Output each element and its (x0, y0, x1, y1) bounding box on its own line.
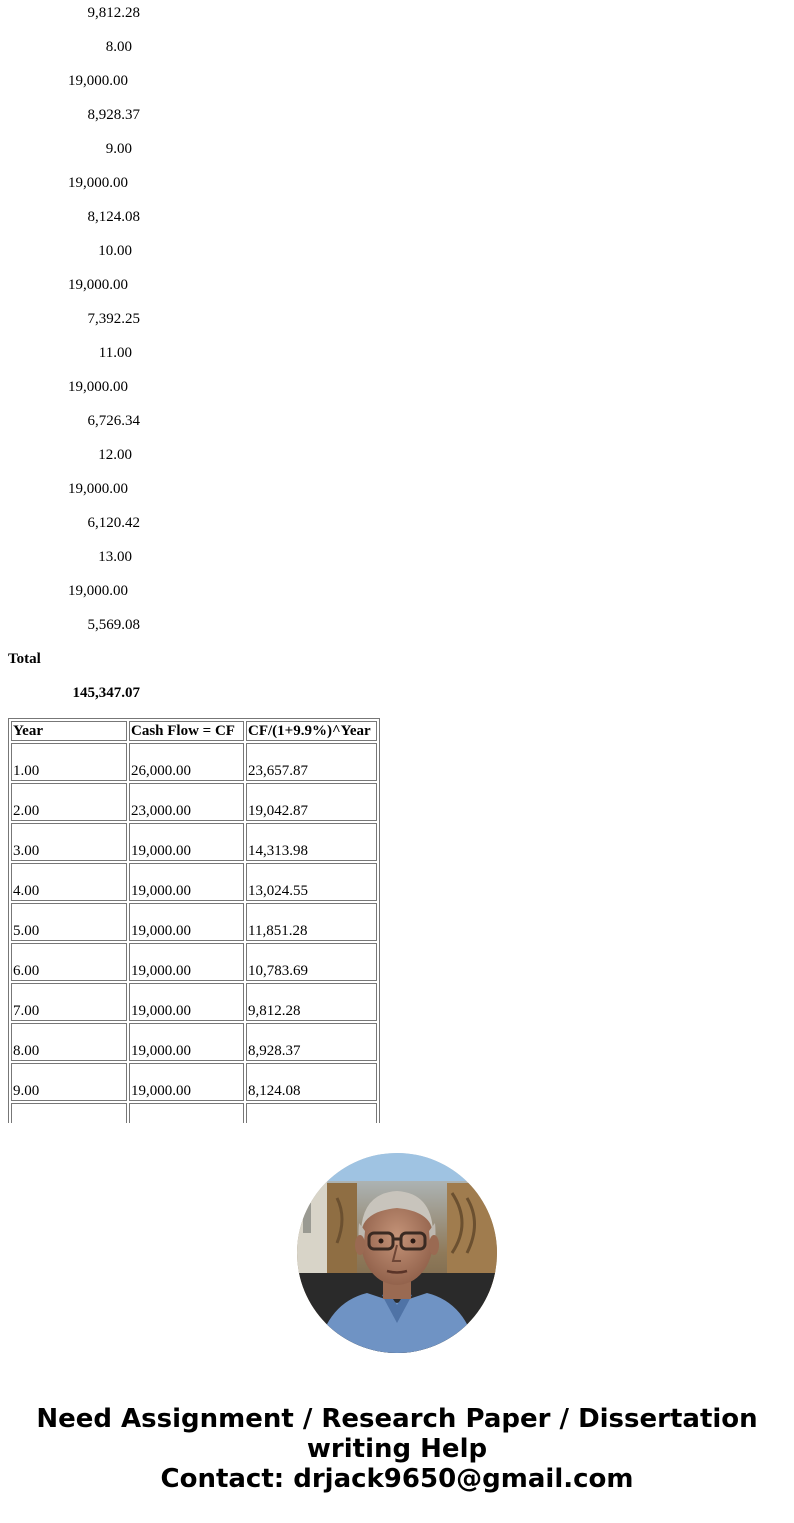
cash-flow-value: 19,000.00 (68, 73, 128, 89)
cell-discounted: 8,124.08 (246, 1063, 377, 1101)
year-value: 8.00 (105, 39, 132, 55)
discounted-value: 9,812.28 (87, 5, 140, 21)
cash-flow-value: 19,000.00 (68, 175, 128, 191)
table-row (11, 943, 377, 981)
table-row (11, 823, 377, 861)
table-row (11, 983, 377, 1021)
header-cash-flow: Cash Flow = CF (129, 721, 244, 741)
discounted-value: 7,392.25 (87, 311, 140, 327)
cell-cash-flow: 19,000.00 (129, 863, 244, 901)
cash-flow-value: 19,000.00 (68, 583, 128, 599)
cell-year: 2.00 (11, 783, 127, 821)
table-row (11, 1063, 377, 1101)
cell-cash-flow (129, 1103, 244, 1123)
cell-year: 5.00 (11, 903, 127, 941)
table-row (11, 1023, 377, 1061)
cash-flow-value: 19,000.00 (68, 277, 128, 293)
table-row (11, 783, 377, 821)
cell-discounted: 8,928.37 (246, 1023, 377, 1061)
discounted-value: 6,120.42 (87, 515, 140, 531)
cell-discounted: 23,657.87 (246, 743, 377, 781)
table-header-row (11, 721, 377, 741)
cell-year: 9.00 (11, 1063, 127, 1101)
discounted-value: 6,726.34 (87, 413, 140, 429)
table-row (11, 743, 377, 781)
discounted-value: 5,569.08 (87, 617, 140, 633)
cell-discounted: 14,313.98 (246, 823, 377, 861)
year-value: 11.00 (98, 345, 132, 361)
discounted-value: 8,928.37 (87, 107, 140, 123)
cell-cash-flow: 26,000.00 (129, 743, 244, 781)
cell-cash-flow: 19,000.00 (129, 1023, 244, 1061)
table-row (11, 903, 377, 941)
cell-cash-flow: 19,000.00 (129, 903, 244, 941)
year-value: 13.00 (98, 549, 132, 565)
cta-line-1: Need Assignment / Research Paper / Dissertation (36, 1404, 758, 1434)
cell-discounted: 11,851.28 (246, 903, 377, 941)
cell-year: 6.00 (11, 943, 127, 981)
avatar-illustration (297, 1153, 497, 1353)
cta-line-2: writing Help (306, 1434, 488, 1464)
cell-cash-flow: 19,000.00 (129, 1063, 244, 1101)
cell-year: 3.00 (11, 823, 127, 861)
cell-year (11, 1103, 127, 1123)
cta-contact-email[interactable]: Contact: drjack9650@gmail.com (160, 1464, 634, 1494)
cell-cash-flow: 19,000.00 (129, 983, 244, 1021)
cell-cash-flow: 23,000.00 (129, 783, 244, 821)
cash-flow-value: 19,000.00 (68, 481, 128, 497)
cell-discounted: 10,783.69 (246, 943, 377, 981)
cashflow-table-container (8, 718, 386, 1123)
contact-banner (0, 1404, 794, 1494)
cell-discounted: 19,042.87 (246, 783, 377, 821)
cashflow-table (8, 718, 380, 1123)
cell-cash-flow: 19,000.00 (129, 823, 244, 861)
table-row (11, 1103, 377, 1123)
cash-flow-value: 19,000.00 (68, 379, 128, 395)
cell-year: 1.00 (11, 743, 127, 781)
year-value: 10.00 (98, 243, 132, 259)
header-discounted: CF/(1+9.9%)^Year (246, 721, 377, 741)
total-label: Total (8, 651, 41, 667)
cell-year: 4.00 (11, 863, 127, 901)
person-photo-icon (297, 1153, 497, 1353)
year-value: 12.00 (98, 447, 132, 463)
cell-cash-flow: 19,000.00 (129, 943, 244, 981)
total-value: 145,347.07 (72, 685, 140, 701)
cell-discounted: 9,812.28 (246, 983, 377, 1021)
header-year: Year (11, 721, 127, 741)
discounted-value: 8,124.08 (87, 209, 140, 225)
table-row (11, 863, 377, 901)
cell-discounted: 13,024.55 (246, 863, 377, 901)
cell-year: 8.00 (11, 1023, 127, 1061)
year-value: 9.00 (105, 141, 132, 157)
cell-discounted (246, 1103, 377, 1123)
cell-year: 7.00 (11, 983, 127, 1021)
